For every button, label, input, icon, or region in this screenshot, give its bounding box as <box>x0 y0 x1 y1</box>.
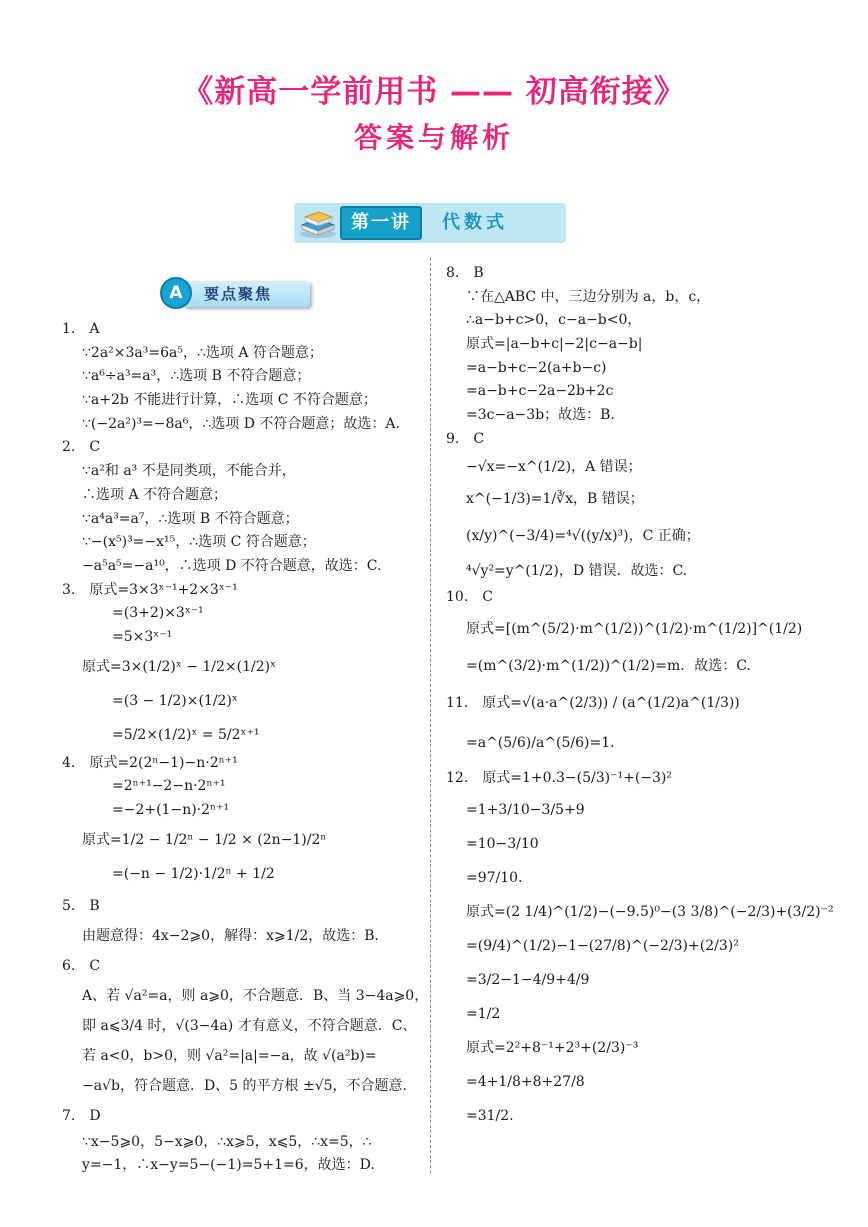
solution-line: ∵a+2b 不能进行计算，∴选项 C 不符合题意； <box>82 392 377 409</box>
solution-line: −a√b，符合题意．D、5 的平方根 ±√5，不合题意. <box>82 1077 407 1094</box>
solution-line: 12. 原式=1+0.3−(5/3)⁻¹+(−3)² <box>446 770 672 787</box>
solution-line: 7. D <box>62 1107 101 1124</box>
solution-line: ∴选项 A 不符合题意； <box>82 486 228 503</box>
solution-line: =(m^(3/2)·m^(1/2))^(1/2)=m．故选：C. <box>466 658 751 675</box>
solution-line: (x/y)^(−3/4)=⁴√((y/x)³)，C 正确； <box>466 527 700 544</box>
solution-line: ∵x−5⩾0，5−x⩾0，∴x⩾5，x⩽5，∴x=5，∴ <box>82 1133 372 1150</box>
solution-line: 原式=2²+8⁻¹+2³+(2/3)⁻³ <box>466 1040 639 1057</box>
solution-line: =10−3/10 <box>466 836 539 853</box>
solution-line: =2ⁿ⁺¹−2−n·2ⁿ⁺¹ <box>112 778 226 795</box>
solution-line: =a−b+c−2a−2b+2c <box>466 383 614 400</box>
solution-line: 9. C <box>446 430 485 447</box>
solution-line: 原式=1/2 − 1/2ⁿ − 1/2 × (2n−1)/2ⁿ <box>82 831 327 848</box>
book-subtitle: 答案与解析 <box>353 121 514 154</box>
solution-line: =(−n − 1/2)·1/2ⁿ + 1/2 <box>112 865 275 882</box>
solution-line: 3. 原式=3×3ˣ⁻¹+2×3ˣ⁻¹ <box>62 581 238 598</box>
solution-line: 原式=|a−b+c|−2|c−a−b| <box>466 336 643 353</box>
solution-line: 5. B <box>62 897 100 914</box>
chapter-name: 代数式 <box>442 212 508 233</box>
chapter-number: 第一讲 <box>340 206 422 240</box>
column-divider <box>430 258 431 1173</box>
solution-line: 若 a<0，b>0，则 √a²=|a|=−a，故 √(a²b)= <box>82 1047 377 1064</box>
solution-line: =1+3/10−3/5+9 <box>466 802 585 819</box>
solution-line: −√x=−x^(1/2)，A 错误； <box>466 458 642 475</box>
solution-line: 即 a⩽3/4 时，√(3−4a) 才有意义，不符合题意．C、 <box>82 1017 417 1034</box>
book-title: 《新高一学前用书 —— 初高衔接》 <box>182 74 686 110</box>
solution-line: ∴a−b+c>0，c−a−b<0， <box>466 312 642 329</box>
solution-line: y=−1，∴x−y=5−(−1)=5+1=6，故选：D. <box>82 1157 375 1174</box>
section-title: 要点聚焦 <box>184 281 310 307</box>
solution-line: x^(−1/3)=1/∛x，B 错误； <box>466 490 644 507</box>
solution-line: ∵−(x⁵)³=−x¹⁵，∴选项 C 符合题意； <box>82 534 316 551</box>
solution-line: =(3 − 1/2)×(1/2)ˣ <box>112 692 238 709</box>
solution-line: =a−b+c−2(a+b−c) <box>466 359 607 376</box>
solution-line: 6. C <box>62 957 101 974</box>
solution-line: ∵a²和 a³ 不是同类项，不能合并， <box>82 463 296 480</box>
solution-line: 原式=(2 1/4)^(1/2)−(−9.5)⁰−(3 3/8)^(−2/3)+(3/2)⁻² <box>466 904 834 921</box>
chapter-banner <box>294 203 566 243</box>
solution-line: ⁴√y²=y^(1/2)，D 错误．故选：C. <box>466 562 688 579</box>
solution-line: =97/10. <box>466 870 523 887</box>
solution-line: =(9/4)^(1/2)−1−(27/8)^(−2/3)+(2/3)² <box>466 938 739 955</box>
solution-line: 1. A <box>62 321 100 337</box>
books-icon <box>298 207 338 239</box>
solution-line: =31/2. <box>466 1108 514 1125</box>
right-column <box>446 262 856 1133</box>
solution-line: 由题意得：4x−2⩾0，解得：x⩾1/2，故选：B. <box>82 927 379 944</box>
solution-line: 原式=[(m^(5/2)·m^(1/2))^(1/2)·m^(1/2)]^(1/2) <box>466 621 803 638</box>
solution-line: =3c−a−3b；故选：B. <box>466 407 615 424</box>
solution-line: =(3+2)×3ˣ⁻¹ <box>112 605 204 622</box>
solution-line: A、若 √a²=a，则 a⩾0，不合题意．B、当 3−4a⩾0， <box>82 987 429 1004</box>
solution-line: 8. B <box>446 265 484 281</box>
solution-line: 4. 原式=2(2ⁿ−1)−n·2ⁿ⁺¹ <box>62 754 238 771</box>
solution-line: =−2+(1−n)·2ⁿ⁺¹ <box>112 802 230 818</box>
solution-line: ∵(−2a²)³=−8a⁶，∴选项 D 不符合题意；故选：A. <box>82 415 400 432</box>
solution-line: 原式=3×(1/2)ˣ − 1/2×(1/2)ˣ <box>82 658 277 675</box>
solution-line: 2. C <box>62 439 101 456</box>
solution-line: =1/2 <box>466 1006 501 1023</box>
solution-line: =4+1/8+8+27/8 <box>466 1074 585 1091</box>
solution-line: −a⁵a⁵=−a¹⁰，∴选项 D 不符合题意，故选：C. <box>82 557 382 574</box>
section-badge: A <box>160 277 192 309</box>
solution-line: =a^(5/6)/a^(5/6)=1. <box>466 735 615 752</box>
solution-line: =5/2×(1/2)ˣ = 5/2ˣ⁺¹ <box>112 726 260 743</box>
solution-line: =3/2−1−4/9+4/9 <box>466 972 590 989</box>
solution-line: =5×3ˣ⁻¹ <box>112 628 173 645</box>
solution-line: ∵a⁴a³=a⁷，∴选项 B 不符合题意； <box>82 510 299 527</box>
solution-line: ∵2a²×3a³=6a⁵，∴选项 A 符合题意； <box>82 344 323 361</box>
section-header <box>160 277 310 309</box>
solution-line: 10. C <box>446 588 493 605</box>
solution-line: 11. 原式=√(a·a^(2/3)) / (a^(1/2)a^(1/3)) <box>446 695 740 712</box>
solution-line: ∵在△ABC 中，三边分别为 a，b，c， <box>466 288 711 305</box>
left-column <box>62 318 429 1178</box>
solution-line: ∵a⁶÷a³=a³，∴选项 B 不符合题意； <box>82 368 311 385</box>
